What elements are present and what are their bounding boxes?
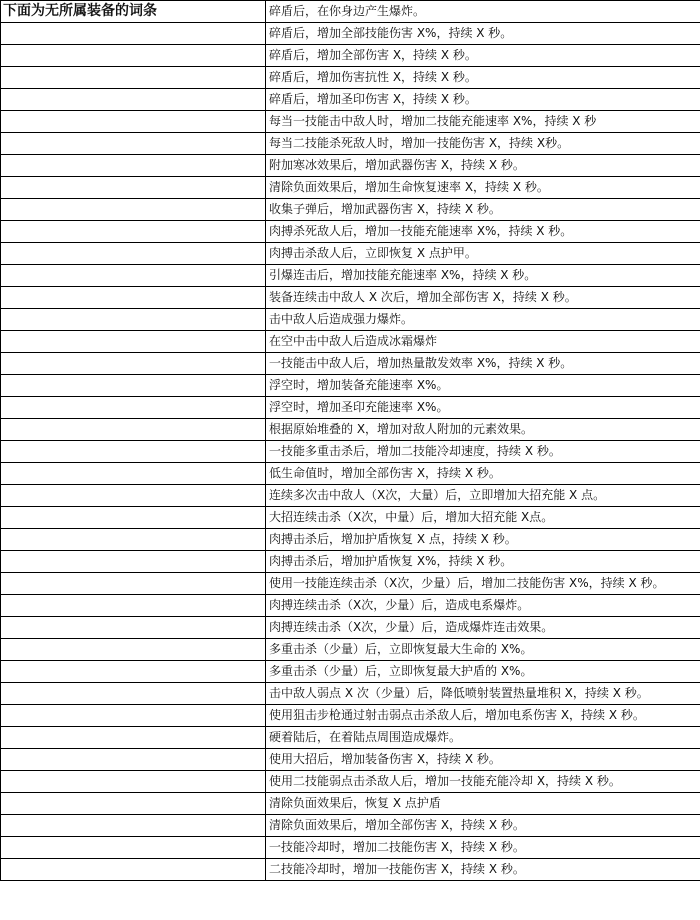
empty-cell[interactable] <box>1 45 266 67</box>
table-row <box>1 155 700 177</box>
empty-cell[interactable] <box>1 727 266 749</box>
affix-cell[interactable]: 二技能冷却时，增加一技能伤害 X，持续 X 秒。 <box>266 859 700 881</box>
table-row <box>1 353 700 375</box>
table-row <box>1 89 700 111</box>
affix-cell[interactable]: 肉搏击杀敌人后，立即恢复 X 点护甲。 <box>266 243 700 265</box>
affix-cell[interactable]: 一技能多重击杀后，增加二技能冷却速度，持续 X 秒。 <box>266 441 700 463</box>
table-row <box>1 45 700 67</box>
table-row <box>1 573 700 595</box>
empty-cell[interactable] <box>1 243 266 265</box>
affix-cell[interactable]: 附加寒冰效果后，增加武器伤害 X，持续 X 秒。 <box>266 155 700 177</box>
table-row <box>1 617 700 639</box>
affix-cell[interactable]: 低生命值时，增加全部伤害 X，持续 X 秒。 <box>266 463 700 485</box>
affix-cell[interactable]: 碎盾后，增加全部伤害 X，持续 X 秒。 <box>266 45 700 67</box>
table-row <box>1 507 700 529</box>
table-row <box>1 551 700 573</box>
affix-cell[interactable]: 连续多次击中敌人（X次，大量）后，立即增加大招充能 X 点。 <box>266 485 700 507</box>
empty-cell[interactable] <box>1 221 266 243</box>
affix-cell[interactable]: 浮空时，增加装备充能速率 X%。 <box>266 375 700 397</box>
table-row <box>1 111 700 133</box>
table-row <box>1 133 700 155</box>
affix-cell[interactable]: 装备连续击中敌人 X 次后，增加全部伤害 X，持续 X 秒。 <box>266 287 700 309</box>
affix-cell[interactable]: 清除负面效果后，增加生命恢复速率 X，持续 X 秒。 <box>266 177 700 199</box>
table-row <box>1 859 700 881</box>
empty-cell[interactable] <box>1 661 266 683</box>
empty-cell[interactable] <box>1 331 266 353</box>
table-row <box>1 243 700 265</box>
table-row <box>1 199 700 221</box>
affix-cell[interactable]: 肉搏杀死敌人后，增加一技能充能速率 X%，持续 X 秒。 <box>266 221 700 243</box>
empty-cell[interactable] <box>1 837 266 859</box>
table-row <box>1 265 700 287</box>
empty-cell[interactable] <box>1 155 266 177</box>
table-row <box>1 309 700 331</box>
affix-cell[interactable]: 使用二技能弱点击杀敌人后，增加一技能充能冷却 X，持续 X 秒。 <box>266 771 700 793</box>
empty-cell[interactable] <box>1 815 266 837</box>
affix-cell[interactable]: 肉搏击杀后，增加护盾恢复 X%，持续 X 秒。 <box>266 551 700 573</box>
empty-cell[interactable] <box>1 419 266 441</box>
empty-cell[interactable] <box>1 617 266 639</box>
empty-cell[interactable] <box>1 529 266 551</box>
table-row <box>1 177 700 199</box>
affix-cell[interactable]: 一技能击中敌人后，增加热量散发效率 X%，持续 X 秒。 <box>266 353 700 375</box>
affix-cell[interactable]: 每当二技能杀死敌人时，增加一技能伤害 X，持续 X秒。 <box>266 133 700 155</box>
table-row <box>1 331 700 353</box>
empty-cell[interactable] <box>1 793 266 815</box>
sheet-header-cell[interactable]: 下面为无所属装备的词条 <box>1 1 266 23</box>
empty-cell[interactable] <box>1 287 266 309</box>
table-row <box>1 639 700 661</box>
empty-cell[interactable] <box>1 639 266 661</box>
empty-cell[interactable] <box>1 111 266 133</box>
affix-cell[interactable]: 碎盾后，在你身边产生爆炸。 <box>266 1 700 23</box>
empty-cell[interactable] <box>1 485 266 507</box>
empty-cell[interactable] <box>1 89 266 111</box>
empty-cell[interactable] <box>1 573 266 595</box>
table-row <box>1 23 700 45</box>
table-row <box>1 397 700 419</box>
affix-cell[interactable]: 浮空时，增加圣印充能速率 X%。 <box>266 397 700 419</box>
affix-cell[interactable]: 清除负面效果后，恢复 X 点护盾 <box>266 793 700 815</box>
affix-cell[interactable]: 碎盾后，增加圣印伤害 X，持续 X 秒。 <box>266 89 700 111</box>
empty-cell[interactable] <box>1 683 266 705</box>
affix-cell[interactable]: 使用一技能连续击杀（X次，少量）后，增加二技能伤害 X%，持续 X 秒。 <box>266 573 700 595</box>
affix-cell[interactable]: 每当一技能击中敌人时，增加二技能充能速率 X%，持续 X 秒 <box>266 111 700 133</box>
empty-cell[interactable] <box>1 749 266 771</box>
empty-cell[interactable] <box>1 705 266 727</box>
empty-cell[interactable] <box>1 441 266 463</box>
table-row <box>1 485 700 507</box>
table-row <box>1 705 700 727</box>
affix-cell[interactable]: 收集子弹后，增加武器伤害 X，持续 X 秒。 <box>266 199 700 221</box>
affix-cell[interactable]: 肉搏连续击杀（X次，少量）后，造成电系爆炸。 <box>266 595 700 617</box>
table-row <box>1 771 700 793</box>
table-row <box>1 595 700 617</box>
empty-cell[interactable] <box>1 771 266 793</box>
affix-cell[interactable]: 使用大招后，增加装备伤害 X，持续 X 秒。 <box>266 749 700 771</box>
affix-cell[interactable]: 肉搏击杀后，增加护盾恢复 X 点，持续 X 秒。 <box>266 529 700 551</box>
table-row <box>1 661 700 683</box>
table-row <box>1 221 700 243</box>
table-row <box>1 419 700 441</box>
empty-cell[interactable] <box>1 859 266 881</box>
empty-cell[interactable] <box>1 353 266 375</box>
affix-cell[interactable]: 清除负面效果后，增加全部伤害 X，持续 X 秒。 <box>266 815 700 837</box>
table-row <box>1 683 700 705</box>
empty-cell[interactable] <box>1 265 266 287</box>
table-row <box>1 441 700 463</box>
affix-cell[interactable]: 击中敌人后造成强力爆炸。 <box>266 309 700 331</box>
empty-cell[interactable] <box>1 551 266 573</box>
empty-cell[interactable] <box>1 199 266 221</box>
empty-cell[interactable] <box>1 309 266 331</box>
table-row <box>1 375 700 397</box>
affix-cell[interactable]: 击中敌人弱点 X 次（少量）后，降低喷射装置热量堆积 X，持续 X 秒。 <box>266 683 700 705</box>
table-row <box>1 793 700 815</box>
affix-cell[interactable]: 在空中击中敌人后造成冰霜爆炸 <box>266 331 700 353</box>
table-row <box>1 529 700 551</box>
empty-cell[interactable] <box>1 375 266 397</box>
affix-cell[interactable]: 多重击杀（少量）后，立即恢复最大护盾的 X%。 <box>266 661 700 683</box>
affix-cell[interactable]: 肉搏连续击杀（X次，少量）后，造成爆炸连击效果。 <box>266 617 700 639</box>
affix-cell[interactable]: 多重击杀（少量）后，立即恢复最大生命的 X%。 <box>266 639 700 661</box>
affix-cell[interactable]: 碎盾后，增加伤害抗性 X，持续 X 秒。 <box>266 67 700 89</box>
table-row <box>1 727 700 749</box>
table-row <box>1 67 700 89</box>
table-row <box>1 837 700 859</box>
empty-cell[interactable] <box>1 507 266 529</box>
affix-cell[interactable]: 使用狙击步枪通过射击弱点击杀敌人后，增加电系伤害 X，持续 X 秒。 <box>266 705 700 727</box>
table-row <box>1 749 700 771</box>
empty-cell[interactable] <box>1 67 266 89</box>
empty-cell[interactable] <box>1 177 266 199</box>
affix-cell[interactable]: 一技能冷却时，增加二技能伤害 X，持续 X 秒。 <box>266 837 700 859</box>
table-row <box>1 815 700 837</box>
table-row <box>1 1 700 23</box>
affix-cell[interactable]: 碎盾后，增加全部技能伤害 X%，持续 X 秒。 <box>266 23 700 45</box>
table-row <box>1 463 700 485</box>
affix-table-body <box>1 1 700 881</box>
empty-cell[interactable] <box>1 463 266 485</box>
empty-cell[interactable] <box>1 397 266 419</box>
table-row <box>1 287 700 309</box>
affix-cell[interactable]: 大招连续击杀（X次，中量）后，增加大招充能 X点。 <box>266 507 700 529</box>
empty-cell[interactable] <box>1 23 266 45</box>
affix-cell[interactable]: 硬着陆后，在着陆点周围造成爆炸。 <box>266 727 700 749</box>
affix-cell[interactable]: 根据原始堆叠的 X，增加对敌人附加的元素效果。 <box>266 419 700 441</box>
empty-cell[interactable] <box>1 133 266 155</box>
affix-cell[interactable]: 引爆连击后，增加技能充能速率 X%，持续 X 秒。 <box>266 265 700 287</box>
empty-cell[interactable] <box>1 595 266 617</box>
